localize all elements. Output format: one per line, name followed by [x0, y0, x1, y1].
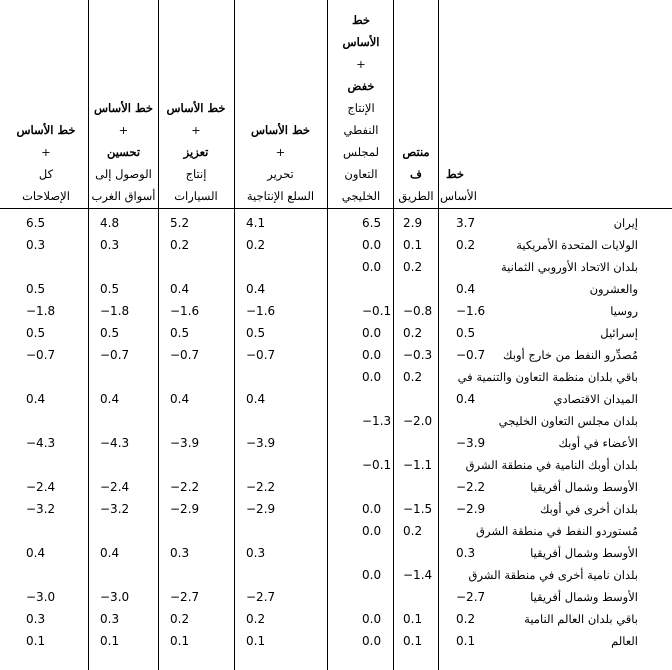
cell-value: −3.9 — [170, 436, 200, 450]
row-label — [516, 234, 638, 256]
cell-value: 0.3 — [170, 546, 190, 560]
cell-value: 2.9 — [403, 216, 423, 230]
cell-value: 0.5 — [456, 326, 476, 340]
row-label — [524, 608, 638, 630]
cell-value: −2.9 — [246, 502, 276, 516]
header-line: السيارات — [174, 189, 218, 203]
header-line: الخليجي — [341, 189, 381, 203]
cell-value: −1.8 — [100, 304, 130, 318]
cell-value: 0.2 — [456, 238, 476, 252]
cell-value: 0.0 — [362, 612, 382, 626]
cell-value: −2.2 — [456, 480, 486, 494]
row-label — [611, 630, 638, 652]
cell-value: 0.0 — [362, 348, 382, 362]
cell-value: 0.3 — [456, 546, 476, 560]
cell-value: 0.2 — [170, 612, 190, 626]
row-label-line: روسيا — [610, 304, 638, 318]
cell-value: 4.8 — [100, 216, 120, 230]
cell-value: −3.2 — [100, 502, 130, 516]
cell-value: 0.1 — [246, 634, 266, 648]
row-label-line: بلدان مجلس التعاون الخليجي — [498, 414, 638, 428]
header-line: + — [356, 57, 366, 71]
cell-value: 0.2 — [403, 260, 423, 274]
header-line: الإنتاج — [347, 101, 375, 115]
cell-value: 0.0 — [362, 326, 382, 340]
cell-value: −2.4 — [26, 480, 56, 494]
cell-value: 0.1 — [403, 612, 423, 626]
cell-value: 0.1 — [100, 634, 120, 648]
column-header-car_production — [160, 97, 232, 207]
cell-value: −0.7 — [170, 348, 200, 362]
cell-value: 0.0 — [362, 524, 382, 538]
header-line: خط الأساس — [251, 123, 310, 137]
cell-value: −0.3 — [403, 348, 433, 362]
cell-value: 0.0 — [362, 260, 382, 274]
cell-value: 0.4 — [456, 282, 476, 296]
cell-value: −2.7 — [456, 590, 486, 604]
cell-value: −0.1 — [362, 304, 392, 318]
cell-value: −1.6 — [170, 304, 200, 318]
header-line: خط — [445, 167, 465, 181]
row-label-line: الأوسط وشمال أفريقيا — [530, 480, 638, 494]
cell-value: −1.3 — [362, 414, 392, 428]
row-label — [458, 366, 638, 410]
row-label — [476, 520, 638, 564]
cell-value: 6.5 — [26, 216, 46, 230]
column-divider — [393, 0, 394, 670]
cell-value: 0.4 — [26, 392, 46, 406]
row-label-line: إسرائيل — [600, 326, 638, 340]
header-line: خفض — [347, 79, 375, 93]
header-line: السلع الإنتاجية — [246, 189, 315, 203]
header-line: الإصلاحات — [22, 189, 70, 203]
header-line: إنتاج — [185, 167, 207, 181]
cell-value: −1.6 — [246, 304, 276, 318]
row-label-line: العالم — [611, 634, 638, 648]
cell-value: 0.5 — [246, 326, 266, 340]
cell-value: 0.2 — [456, 612, 476, 626]
row-label-line: باقي بلدان العالم النامية — [524, 612, 638, 626]
row-label-line: الأعضاء في أوبك — [558, 436, 638, 450]
cell-value: −0.1 — [362, 458, 392, 472]
cell-value: −0.7 — [456, 348, 486, 362]
row-label-line: الولايات المتحدة الأمريكية — [516, 238, 638, 252]
cell-value: 0.2 — [403, 524, 423, 538]
cell-value: 0.0 — [362, 634, 382, 648]
cell-value: −2.9 — [170, 502, 200, 516]
cell-value: 0.5 — [26, 326, 46, 340]
cell-value: −2.7 — [170, 590, 200, 604]
cell-value: −1.8 — [26, 304, 56, 318]
cell-value: −2.2 — [170, 480, 200, 494]
header-line: التعاون — [344, 167, 378, 181]
header-line: الوصول إلى — [95, 167, 152, 181]
cell-value: −2.2 — [246, 480, 276, 494]
cell-value: −3.2 — [26, 502, 56, 516]
row-label-line: باقي بلدان منظمة التعاون والتنمية في — [457, 370, 638, 384]
cell-value: 0.5 — [100, 326, 120, 340]
cell-value: −0.7 — [246, 348, 276, 362]
cell-value: −1.1 — [403, 458, 433, 472]
header-line: الطريق — [398, 189, 434, 203]
cell-value: 0.3 — [26, 612, 46, 626]
column-header-gcc_oil_cut — [330, 9, 392, 207]
cell-value: 0.2 — [246, 612, 266, 626]
header-line: تعزيز — [183, 145, 209, 159]
cell-value: 0.4 — [170, 282, 190, 296]
cell-value: −1.4 — [403, 568, 433, 582]
column-divider — [438, 0, 439, 670]
column-divider — [88, 0, 89, 670]
row-label — [503, 344, 638, 366]
row-label-line: بلدان الاتحاد الأوروبي الثمانية — [500, 260, 638, 274]
cell-value: −1.6 — [456, 304, 486, 318]
cell-value: −3.9 — [456, 436, 486, 450]
header-line: + — [41, 145, 51, 159]
row-label-line: مُصدِّرو النفط من خارج أوبك — [503, 348, 638, 362]
row-label — [610, 300, 638, 322]
cell-value: 0.4 — [26, 546, 46, 560]
header-line: ف — [410, 167, 422, 181]
header-line: لمجلس — [342, 145, 380, 159]
header-line: + — [118, 123, 129, 137]
column-header-all_reforms — [6, 119, 86, 207]
cell-value: 0.4 — [246, 282, 266, 296]
header-rule — [0, 208, 672, 209]
header-line: تحسين — [106, 145, 141, 159]
header-line: منتص — [402, 145, 430, 159]
header-line: خط الأساس — [166, 101, 226, 115]
cell-value: 0.3 — [100, 612, 120, 626]
cell-value: 0.5 — [170, 326, 190, 340]
column-divider — [327, 0, 328, 670]
row-label — [600, 322, 638, 344]
cell-value: 3.7 — [456, 216, 476, 230]
cell-value: −2.4 — [100, 480, 130, 494]
cell-value: 0.2 — [170, 238, 190, 252]
column-header-baseline — [440, 163, 477, 207]
cell-value: 5.2 — [170, 216, 190, 230]
cell-value: 0.1 — [403, 634, 423, 648]
cell-value: 0.5 — [100, 282, 120, 296]
cell-value: 0.1 — [170, 634, 190, 648]
cell-value: 0.3 — [246, 546, 266, 560]
cell-value: 6.5 — [362, 216, 382, 230]
cell-value: −2.0 — [403, 414, 433, 428]
cell-value: −0.7 — [26, 348, 56, 362]
cell-value: 0.2 — [246, 238, 266, 252]
cell-value: 0.5 — [26, 282, 46, 296]
cell-value: 0.0 — [362, 370, 382, 384]
cell-value: 4.1 — [246, 216, 266, 230]
cell-value: 0.3 — [26, 238, 46, 252]
column-header-goods_liberalization — [236, 119, 325, 207]
row-label-line: بلدان نامية أخرى في منطقة الشرق — [468, 568, 638, 582]
column-header-market_access — [90, 97, 157, 207]
row-label-line: بلدان أوبك النامية في منطقة الشرق — [465, 458, 638, 472]
cell-value: 0.2 — [403, 326, 423, 340]
cell-value: 0.4 — [100, 392, 120, 406]
header-line: + — [275, 145, 286, 159]
row-label — [469, 564, 638, 608]
cell-value: −2.7 — [246, 590, 276, 604]
row-label — [499, 410, 638, 454]
cell-value: 0.2 — [403, 370, 423, 384]
row-label-line: إيران — [613, 216, 638, 230]
row-label-line: الميدان الاقتصادي — [553, 392, 638, 406]
cell-value: −1.5 — [403, 502, 433, 516]
cell-value: −2.9 — [456, 502, 486, 516]
cell-value: −3.9 — [246, 436, 276, 450]
row-label-line: بلدان أخرى في أوبك — [539, 502, 638, 516]
cell-value: −4.3 — [100, 436, 130, 450]
cell-value: 0.1 — [456, 634, 476, 648]
row-label-line: الأوسط وشمال أفريقيا — [530, 546, 638, 560]
row-label — [614, 212, 638, 234]
cell-value: 0.4 — [170, 392, 190, 406]
row-label — [466, 454, 638, 498]
column-divider — [234, 0, 235, 670]
header-line: الأساس — [440, 189, 477, 203]
cell-value: 0.3 — [100, 238, 120, 252]
row-label-line: مُستوردو النفط في منطقة الشرق — [476, 524, 638, 538]
cell-value: 0.1 — [26, 634, 46, 648]
header-line: كل — [38, 167, 54, 181]
header-line: خط الأساس — [16, 123, 76, 137]
cell-value: 0.4 — [456, 392, 476, 406]
cell-value: −4.3 — [26, 436, 56, 450]
cell-value: 0.4 — [100, 546, 120, 560]
header-line: خط — [351, 13, 371, 27]
cell-value: −0.8 — [403, 304, 433, 318]
column-header-midway — [395, 141, 437, 207]
header-line: خط الأساس — [94, 101, 153, 115]
row-label — [540, 498, 638, 520]
cell-value: 0.4 — [246, 392, 266, 406]
cell-value: 0.1 — [403, 238, 423, 252]
header-line: النفطي — [343, 123, 379, 137]
cell-value: −0.7 — [100, 348, 130, 362]
column-divider — [158, 0, 159, 670]
row-label-line: والعشرون — [589, 282, 638, 296]
header-line: تحرير — [267, 167, 294, 181]
header-line: + — [191, 123, 201, 137]
header-line: أسواق الغرب — [91, 189, 156, 203]
header-line: الأساس — [342, 35, 380, 49]
cell-value: 0.0 — [362, 502, 382, 516]
cell-value: 0.0 — [362, 568, 382, 582]
row-label-line: الأوسط وشمال أفريقيا — [530, 590, 638, 604]
cell-value: −3.0 — [100, 590, 130, 604]
row-label — [501, 256, 638, 300]
cell-value: −3.0 — [26, 590, 56, 604]
cell-value: 0.0 — [362, 238, 382, 252]
